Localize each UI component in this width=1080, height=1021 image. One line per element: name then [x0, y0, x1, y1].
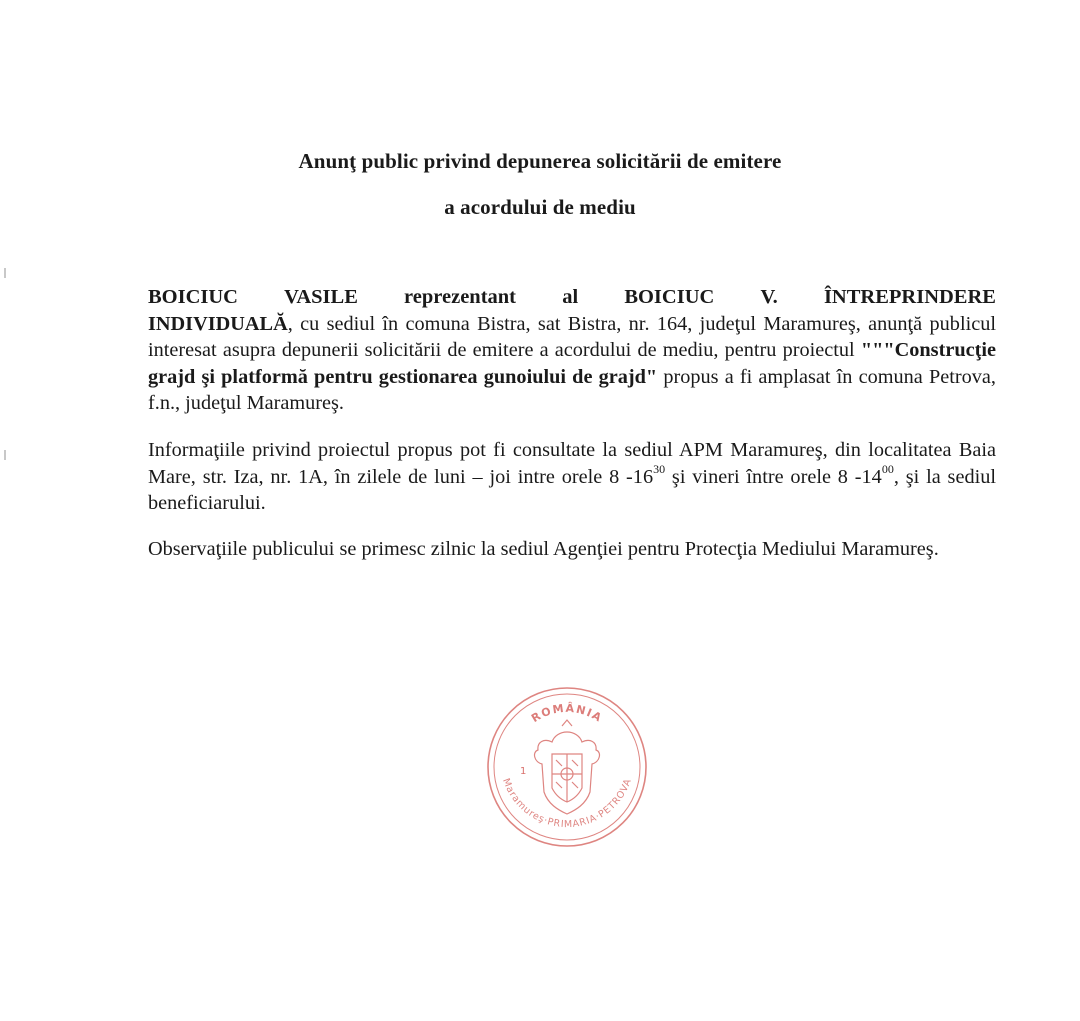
word: al	[562, 286, 579, 308]
project-name: """Construcţie grajd şi platformă pentru gestionarea gunoiului de grajd"	[148, 339, 996, 388]
word: BOICIUC	[624, 286, 715, 308]
stamp-top-text: ROMÂNIA	[529, 701, 605, 726]
location-text: propus a fi amplasat în comuna Petrova, f.n., judeţul Maramureş.	[148, 365, 996, 414]
word: BOICIUC	[148, 286, 238, 308]
applicant-text: , cu sediul în comuna Bistra, sat Bistra, nr. 164, judeţul Maramureş, anunţă publicul interesat asupra depunerii solicitării de emitere a acordului de mediu, pentru proiectul	[148, 312, 996, 361]
margin-mark	[4, 450, 6, 460]
document-title-line-2: a acordului de mediu	[444, 195, 636, 219]
stamp-number: 1	[520, 766, 527, 777]
word: V.	[760, 286, 778, 308]
word: reprezentant	[404, 286, 517, 308]
official-stamp	[482, 682, 652, 852]
company-type: INDIVIDUALĂ	[148, 312, 288, 335]
info-text: , şi la sediul beneficiarului.	[148, 465, 996, 514]
word: VASILE	[284, 286, 358, 308]
superscript-minutes: 00	[881, 461, 894, 476]
coat-of-arms-icon	[535, 720, 600, 814]
document-title-line-1: Anunţ public privind depunerea solicitării de emitere	[298, 149, 782, 173]
paragraph-applicant	[148, 284, 996, 417]
applicant-line	[148, 284, 996, 311]
info-text: Informaţiile privind proiectul propus pot fi consultate la sediul APM Maramureş, din localitatea Baia Mare, str. Iza, nr. 1A, în zilele de luni – joi intre orele 8 -16	[148, 439, 996, 488]
applicant-body	[148, 311, 996, 417]
margin-mark	[4, 268, 6, 278]
word: ÎNTREPRINDERE	[823, 286, 996, 308]
paragraph-information	[148, 437, 996, 517]
superscript-minutes: 30	[653, 461, 666, 476]
paragraph-observations: Observaţiile publicului se primesc zilnic la sediul Agenţiei pentru Protecţia Mediului Maramureş.	[148, 538, 939, 560]
info-text: şi vineri între orele 8 -14	[665, 465, 882, 488]
stamp-bottom-text: Maramureş·PRIMARIA·PETROVA	[500, 776, 634, 831]
